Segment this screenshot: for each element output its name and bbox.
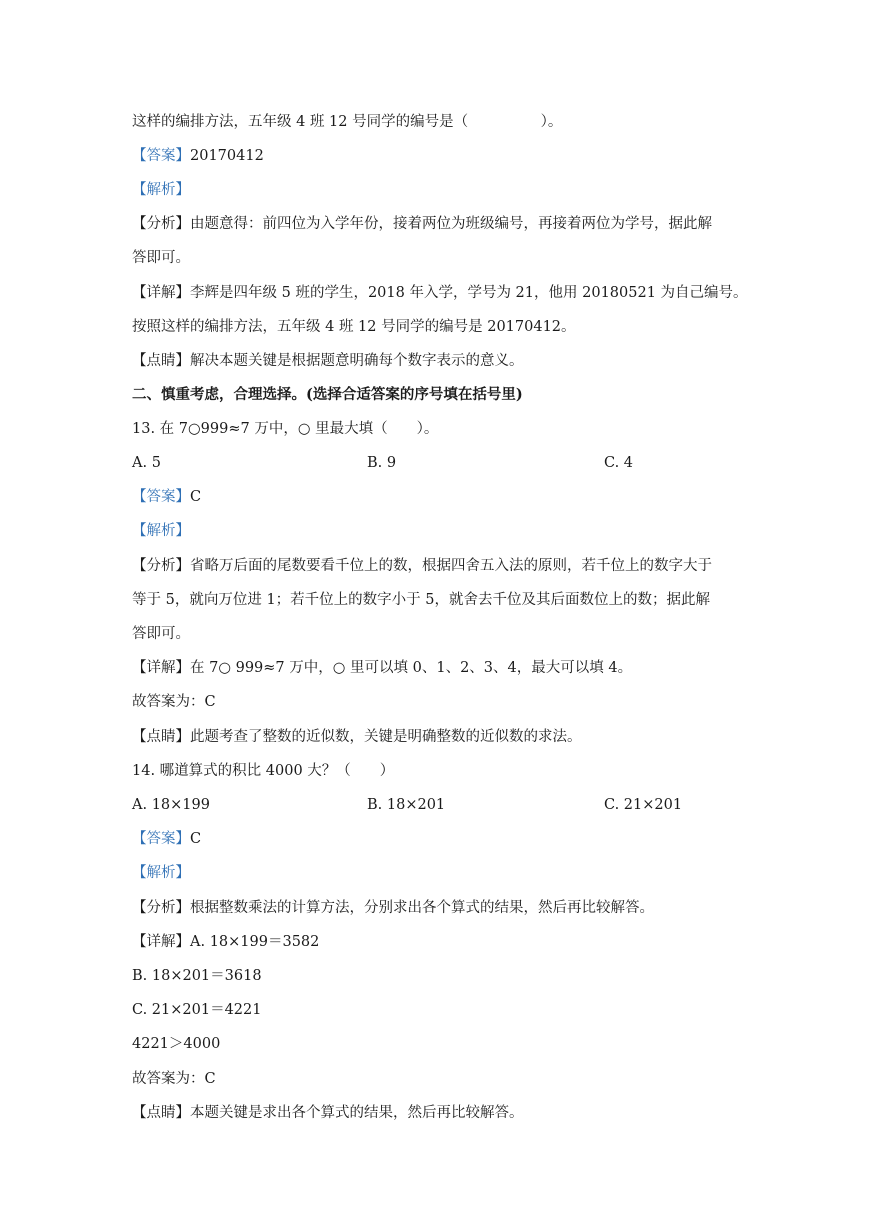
q14-option-b: B. 18×201 [367, 797, 446, 813]
q13-option-a: A. 5 [132, 455, 161, 471]
answer-tag: 【答案】 [132, 148, 190, 164]
q14-option-c: C. 21×201 [604, 797, 683, 813]
q12-answer: 【答案】20170412 [132, 148, 264, 164]
q14-xiangjie: 【详解】A. 18×199＝3582 [132, 934, 320, 950]
q13-dianjing: 【点睛】此题考查了整数的近似数，关键是明确整数的近似数的求法。 [132, 729, 582, 745]
q13-option-b: B. 9 [367, 455, 397, 471]
answer-tag: 【答案】 [132, 489, 190, 505]
q12-dianjing: 【点睛】解决本题关键是根据题意明确每个数字表示的意义。 [132, 353, 524, 369]
q12-stem-end: 这样的编排方法，五年级 4 班 12 号同学的编号是（ ）。 [132, 114, 563, 130]
q14-calc-b: B. 18×201＝3618 [132, 968, 262, 984]
q12-fenxi-l1: 【分析】由题意得：前四位为入学年份，接着两位为班级编号，再接着两位为学号，据此解 [132, 216, 712, 232]
q14-analysis-tag: 【解析】 [132, 865, 190, 881]
q13-conclusion: 故答案为：C [132, 694, 216, 710]
q14-compare: 4221＞4000 [132, 1036, 221, 1052]
q14-conclusion: 故答案为：C [132, 1071, 216, 1087]
q13-xiangjie: 【详解】在 7○ 999≈7 万中，○ 里可以填 0、1、2、3、4，最大可以填 4。 [132, 660, 633, 676]
q13-analysis-tag: 【解析】 [132, 523, 190, 539]
q13-fenxi-l3: 答即可。 [132, 626, 190, 642]
q14-stem: 14. 哪道算式的积比 4000 大？（ ） [132, 763, 395, 779]
q12-xiangjie-l1: 【详解】李辉是四年级 5 班的学生，2018 年入学，学号为 21，他用 20180521 为自己编号。 [132, 285, 748, 301]
q14-answer: 【答案】C [132, 831, 202, 847]
q13-answer: 【答案】C [132, 489, 202, 505]
q14-dianjing: 【点睛】本题关键是求出各个算式的结果，然后再比较解答。 [132, 1105, 524, 1121]
q13-stem: 13. 在 7○999≈7 万中，○ 里最大填（ ）。 [132, 421, 439, 437]
q14-option-a: A. 18×199 [132, 797, 210, 813]
q12-fenxi-l2: 答即可。 [132, 250, 190, 266]
q12-analysis-tag: 【解析】 [132, 182, 190, 198]
answer-tag: 【答案】 [132, 831, 190, 847]
q13-option-c: C. 4 [604, 455, 634, 471]
q14-fenxi: 【分析】根据整数乘法的计算方法，分别求出各个算式的结果，然后再比较解答。 [132, 900, 654, 916]
q14-calc-c: C. 21×201＝4221 [132, 1002, 262, 1018]
q13-fenxi-l1: 【分析】省略万后面的尾数要看千位上的数，根据四舍五入法的原则，若千位上的数字大于 [132, 558, 712, 574]
q13-fenxi-l2: 等于 5，就向万位进 1；若千位上的数字小于 5，就舍去千位及其后面数位上的数；据此解 [132, 592, 710, 608]
q12-xiangjie-l2: 按照这样的编排方法，五年级 4 班 12 号同学的编号是 20170412。 [132, 319, 576, 335]
section-title: 二、慎重考虑，合理选择。(选择合适答案的序号填在括号里) [132, 386, 523, 403]
